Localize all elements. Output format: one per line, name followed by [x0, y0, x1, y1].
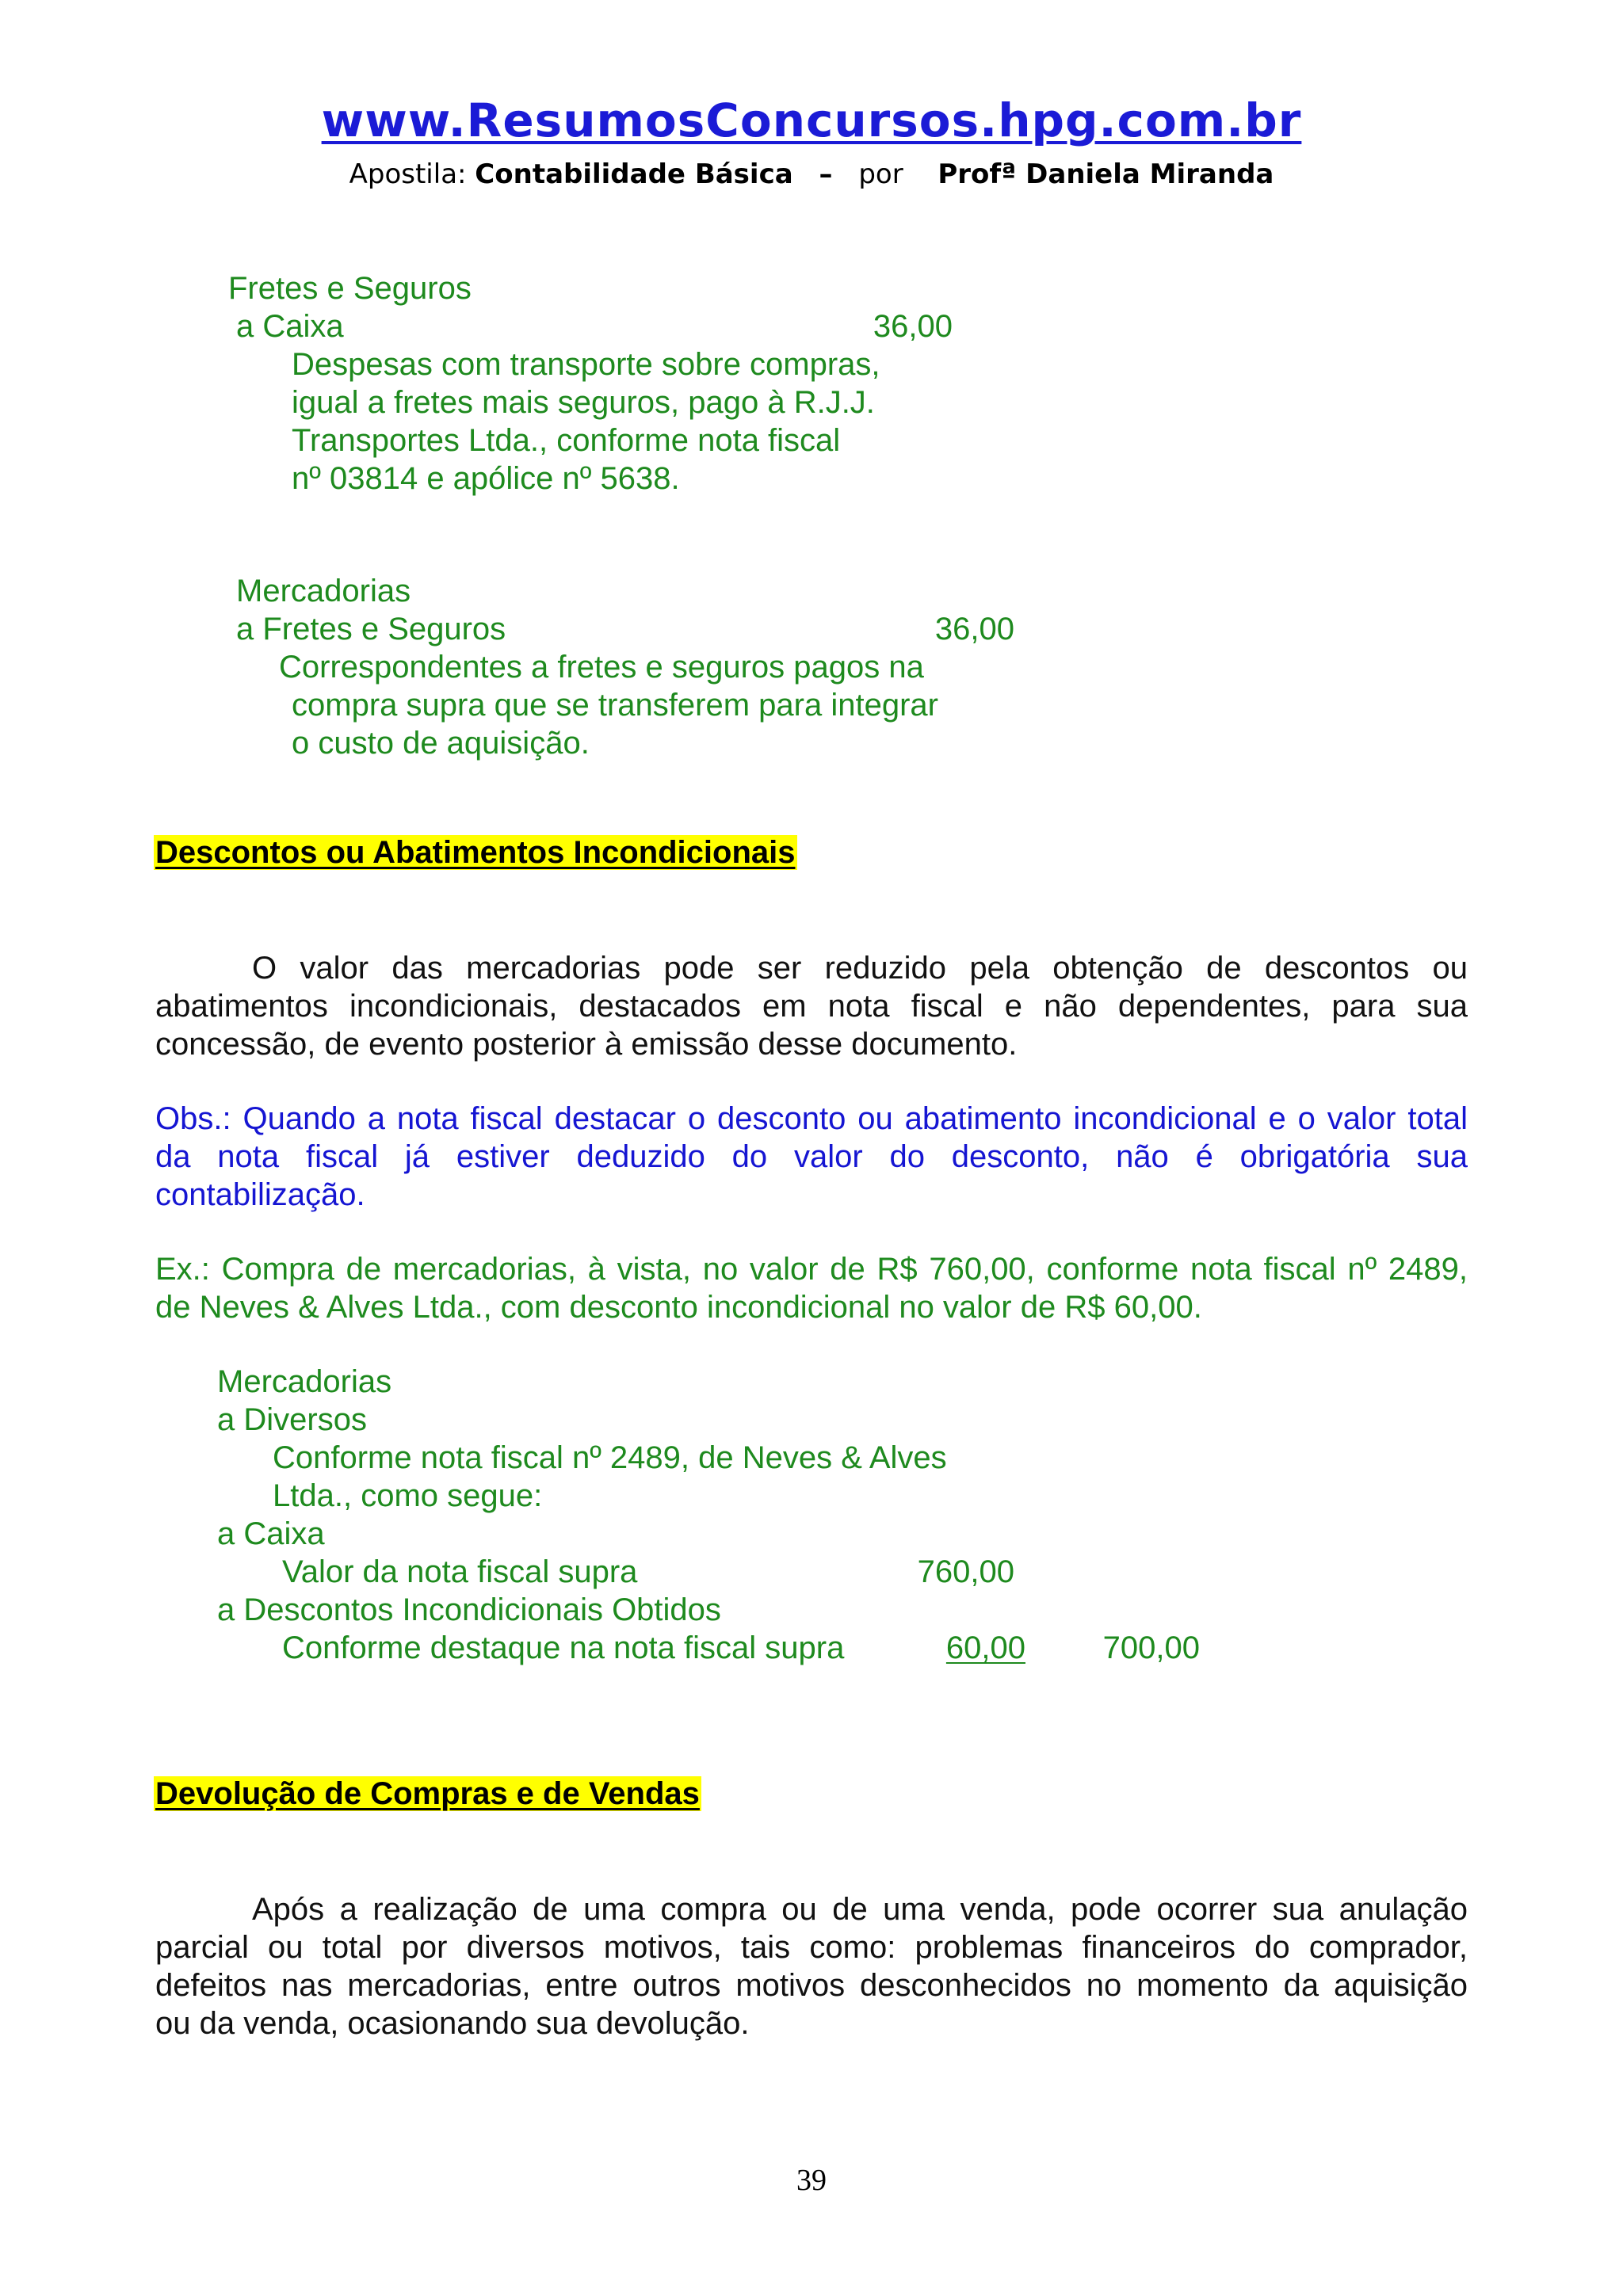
section1-paragraph [155, 949, 1468, 1063]
section2-paragraph-line-4: ou da venda, ocasionando sua devolução. [155, 2006, 750, 2041]
subtitle [0, 158, 1623, 190]
entry1-credit: a Caixa [236, 309, 344, 344]
entry2-history-2: compra supra que se transferem para integrar [292, 688, 938, 723]
example-line-2: de Neves & Alves Ltda., com desconto incondicional no valor de R$ 60,00. [155, 1290, 1202, 1325]
entry3-line2-amount: 60,00 [945, 1630, 1025, 1665]
entry2-debit: Mercadorias [236, 574, 411, 608]
entry1-history-2: igual a fretes mais seguros, pago à R.J.J. [292, 385, 875, 420]
obs-line-3: contabilização. [155, 1177, 365, 1212]
entry2-amount: 36,00 [934, 612, 1014, 646]
entry3-history-1: Conforme nota fiscal nº 2489, de Neves & Alves [273, 1440, 947, 1475]
entry1-debit: Fretes e Seguros [228, 271, 472, 306]
site-url: www.ResumosConcursos.hpg.com.br [321, 93, 1302, 147]
obs-line-1: Obs.: Quando a nota fiscal destacar o desconto ou abatimento incondicional e o valor total [155, 1101, 1468, 1136]
example-line-1: Ex.: Compra de mercadorias, à vista, no valor de R$ 760,00, conforme nota fiscal nº 2489, [155, 1252, 1468, 1287]
author: Profª Daniela Miranda [938, 158, 1274, 190]
entry2-credit: a Fretes e Seguros [236, 612, 506, 646]
entry3-debit: Mercadorias [217, 1364, 392, 1399]
entry3-line2-account: a Descontos Incondicionais Obtidos [217, 1592, 721, 1627]
page-number: 39 [796, 2164, 827, 2197]
entry3-line1-account: a Caixa [217, 1516, 325, 1551]
section1-paragraph-line-3: concessão, de evento posterior à emissão desse documento. [155, 1027, 1018, 1062]
section1-heading-wrap [154, 835, 797, 871]
section1-paragraph-line-2: abatimentos incondicionais, destacados em nota fiscal e não dependentes, para sua [155, 989, 1468, 1024]
entry1-amount: 36,00 [873, 309, 953, 344]
por: por [858, 158, 903, 190]
section1-heading: Descontos ou Abatimentos Incondicionais [155, 835, 796, 870]
section2-paragraph-line-1: Após a realização de uma compra ou de uma venda, pode ocorrer sua anulação [252, 1892, 1468, 1927]
entry3-line2-history: Conforme destaque na nota fiscal supra [282, 1630, 845, 1665]
section2-heading: Devolução de Compras e de Vendas [155, 1776, 700, 1811]
entry1-history-1: Despesas com transporte sobre compras, [292, 347, 880, 382]
section2-paragraph [155, 1890, 1468, 2042]
entry3-line1-history: Valor da nota fiscal supra [282, 1554, 638, 1589]
obs-line-2: da nota fiscal já estiver deduzido do valor do desconto, não é obrigatória sua [155, 1139, 1468, 1174]
subject: Contabilidade Básica [475, 158, 793, 190]
entry3-history-2: Ltda., como segue: [273, 1478, 543, 1513]
section1-paragraph-line-1: O valor das mercadorias pode ser reduzido pela obtenção de descontos ou [252, 951, 1468, 986]
apostila-label: Apostila: [349, 158, 467, 190]
entry2-history-1: Correspondentes a fretes e seguros pagos na [279, 650, 924, 685]
dash: – [819, 158, 833, 190]
example [155, 1250, 1468, 1326]
entry3-credit: a Diversos [217, 1402, 367, 1437]
section2-paragraph-line-2: parcial ou total por diversos motivos, tais como: problemas financeiros do comprador, [155, 1930, 1468, 1965]
obs-note [155, 1100, 1468, 1214]
section2-paragraph-line-3: defeitos nas mercadorias, entre outros motivos desconhecidos no momento da aquisição [155, 1968, 1468, 2003]
entry3-line1-amount: 760,00 [917, 1554, 1014, 1589]
entry1-history-4: nº 03814 e apólice nº 5638. [292, 461, 680, 496]
entry2-history-3: o custo de aquisição. [292, 726, 590, 761]
entry1-history-3: Transportes Ltda., conforme nota fiscal [292, 423, 841, 458]
entry3-total: 700,00 [1102, 1630, 1200, 1665]
section2-heading-wrap [154, 1776, 701, 1812]
